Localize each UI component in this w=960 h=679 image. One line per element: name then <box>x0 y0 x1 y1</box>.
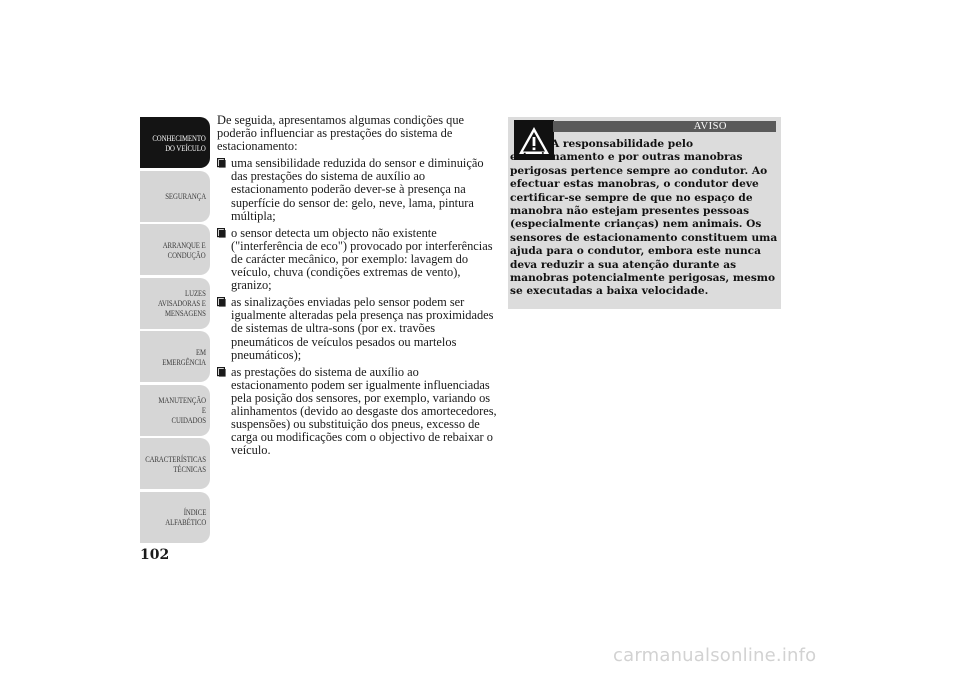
tab-arranque-e-conducao[interactable] <box>140 224 210 275</box>
checkbox-bullet-icon <box>217 297 226 307</box>
checkbox-bullet-icon <box>217 228 226 238</box>
checkbox-bullet-icon <box>217 367 226 377</box>
page-number: 102 <box>140 547 170 563</box>
conditions-list <box>217 157 497 457</box>
tab-label: ÍNDICE ALFABÉTICO <box>164 507 206 527</box>
list-item <box>217 296 497 361</box>
tab-em-emergencia[interactable] <box>140 331 210 382</box>
list-item-text: as sinalizações enviadas pelo sensor podem ser igualmente alteradas pela presença nas proximidades de sistemas de ultra-sons (por ex. travões pneumáticos de veículos pesados ou martelos pneumáticos); <box>231 295 494 362</box>
list-item-text: uma sensibilidade reduzida do sensor e diminuição das prestações do sistema de auxílio ao estacionamento poderão dever-se à presença na superfície do sensor de: gelo, neve, lama, pintura múltipla; <box>231 156 484 223</box>
tab-label: MANUTENÇÃO E CUIDADOS <box>158 395 206 425</box>
tab-label: EM EMERGÊNCIA <box>162 346 206 367</box>
intro-paragraph: De seguida, apresentamos algumas condições que poderão influenciar as prestações do sistema de estacionamento: <box>217 113 465 154</box>
tab-label: CARACTERÍSTICAS TÉCNICAS <box>145 453 206 474</box>
tab-label: LUZES AVISADORAS E MENSAGENS <box>158 288 206 318</box>
warning-box <box>508 117 781 309</box>
tab-manutencao-e-cuidados[interactable] <box>140 385 210 436</box>
checkbox-bullet-icon <box>217 158 226 168</box>
list-item <box>217 157 497 222</box>
tab-luzes-avisadoras[interactable] <box>140 278 210 329</box>
tab-label: ARRANQUE E CONDUÇÃO <box>163 239 206 260</box>
main-text-column <box>217 114 497 461</box>
list-item-text: as prestações do sistema de auxílio ao estacionamento podem ser igualmente influenciadas pela posição dos sensores, por exemplo, variando os alinhamentos (devido ao desgaste dos amortecedores, suspensões) ou substituição dos pneus, excesso de carga ou modificações com o objectivo de rebaixar o veículo. <box>231 364 497 458</box>
list-item-text: o sensor detecta um objecto não existente ("interferência de eco") provocado por interferências de carácter mecânico, por exemplo: lavagem do veículo, chuva (condições extremas de vento), granizo; <box>231 225 493 293</box>
tab-conhecimento-do-veiculo[interactable] <box>140 117 210 168</box>
list-item <box>217 366 497 458</box>
tab-label: SEGURANÇA <box>165 191 206 201</box>
watermark: carmanualsonline.info <box>613 645 817 666</box>
tab-indice-alfabetico[interactable] <box>140 492 210 543</box>
section-sidebar <box>140 117 210 545</box>
tab-caracteristicas-tecnicas[interactable] <box>140 438 210 489</box>
tab-label: CONHECIMENTO DO VEÍCULO <box>152 132 206 153</box>
list-item <box>217 227 497 292</box>
warning-title: AVISO <box>553 121 776 132</box>
warning-text: A responsabilidade pelo estacionamento e por outras manobras perigosas pertence sempre ao condutor. Ao efectuar estas manobras, o condutor deve certificar-se sempre de que no espaço de manobra não estejam presentes pessoas (especialmente crianças) nem animais. Os sensores de estacionamento constituem uma ajuda para o condutor, embora este nunca deva reduzir a sua atenção durante as manobras potencialmente perigosas, mesmo se executadas a baixa velocidade. <box>510 138 778 298</box>
tab-seguranca[interactable] <box>140 171 210 222</box>
